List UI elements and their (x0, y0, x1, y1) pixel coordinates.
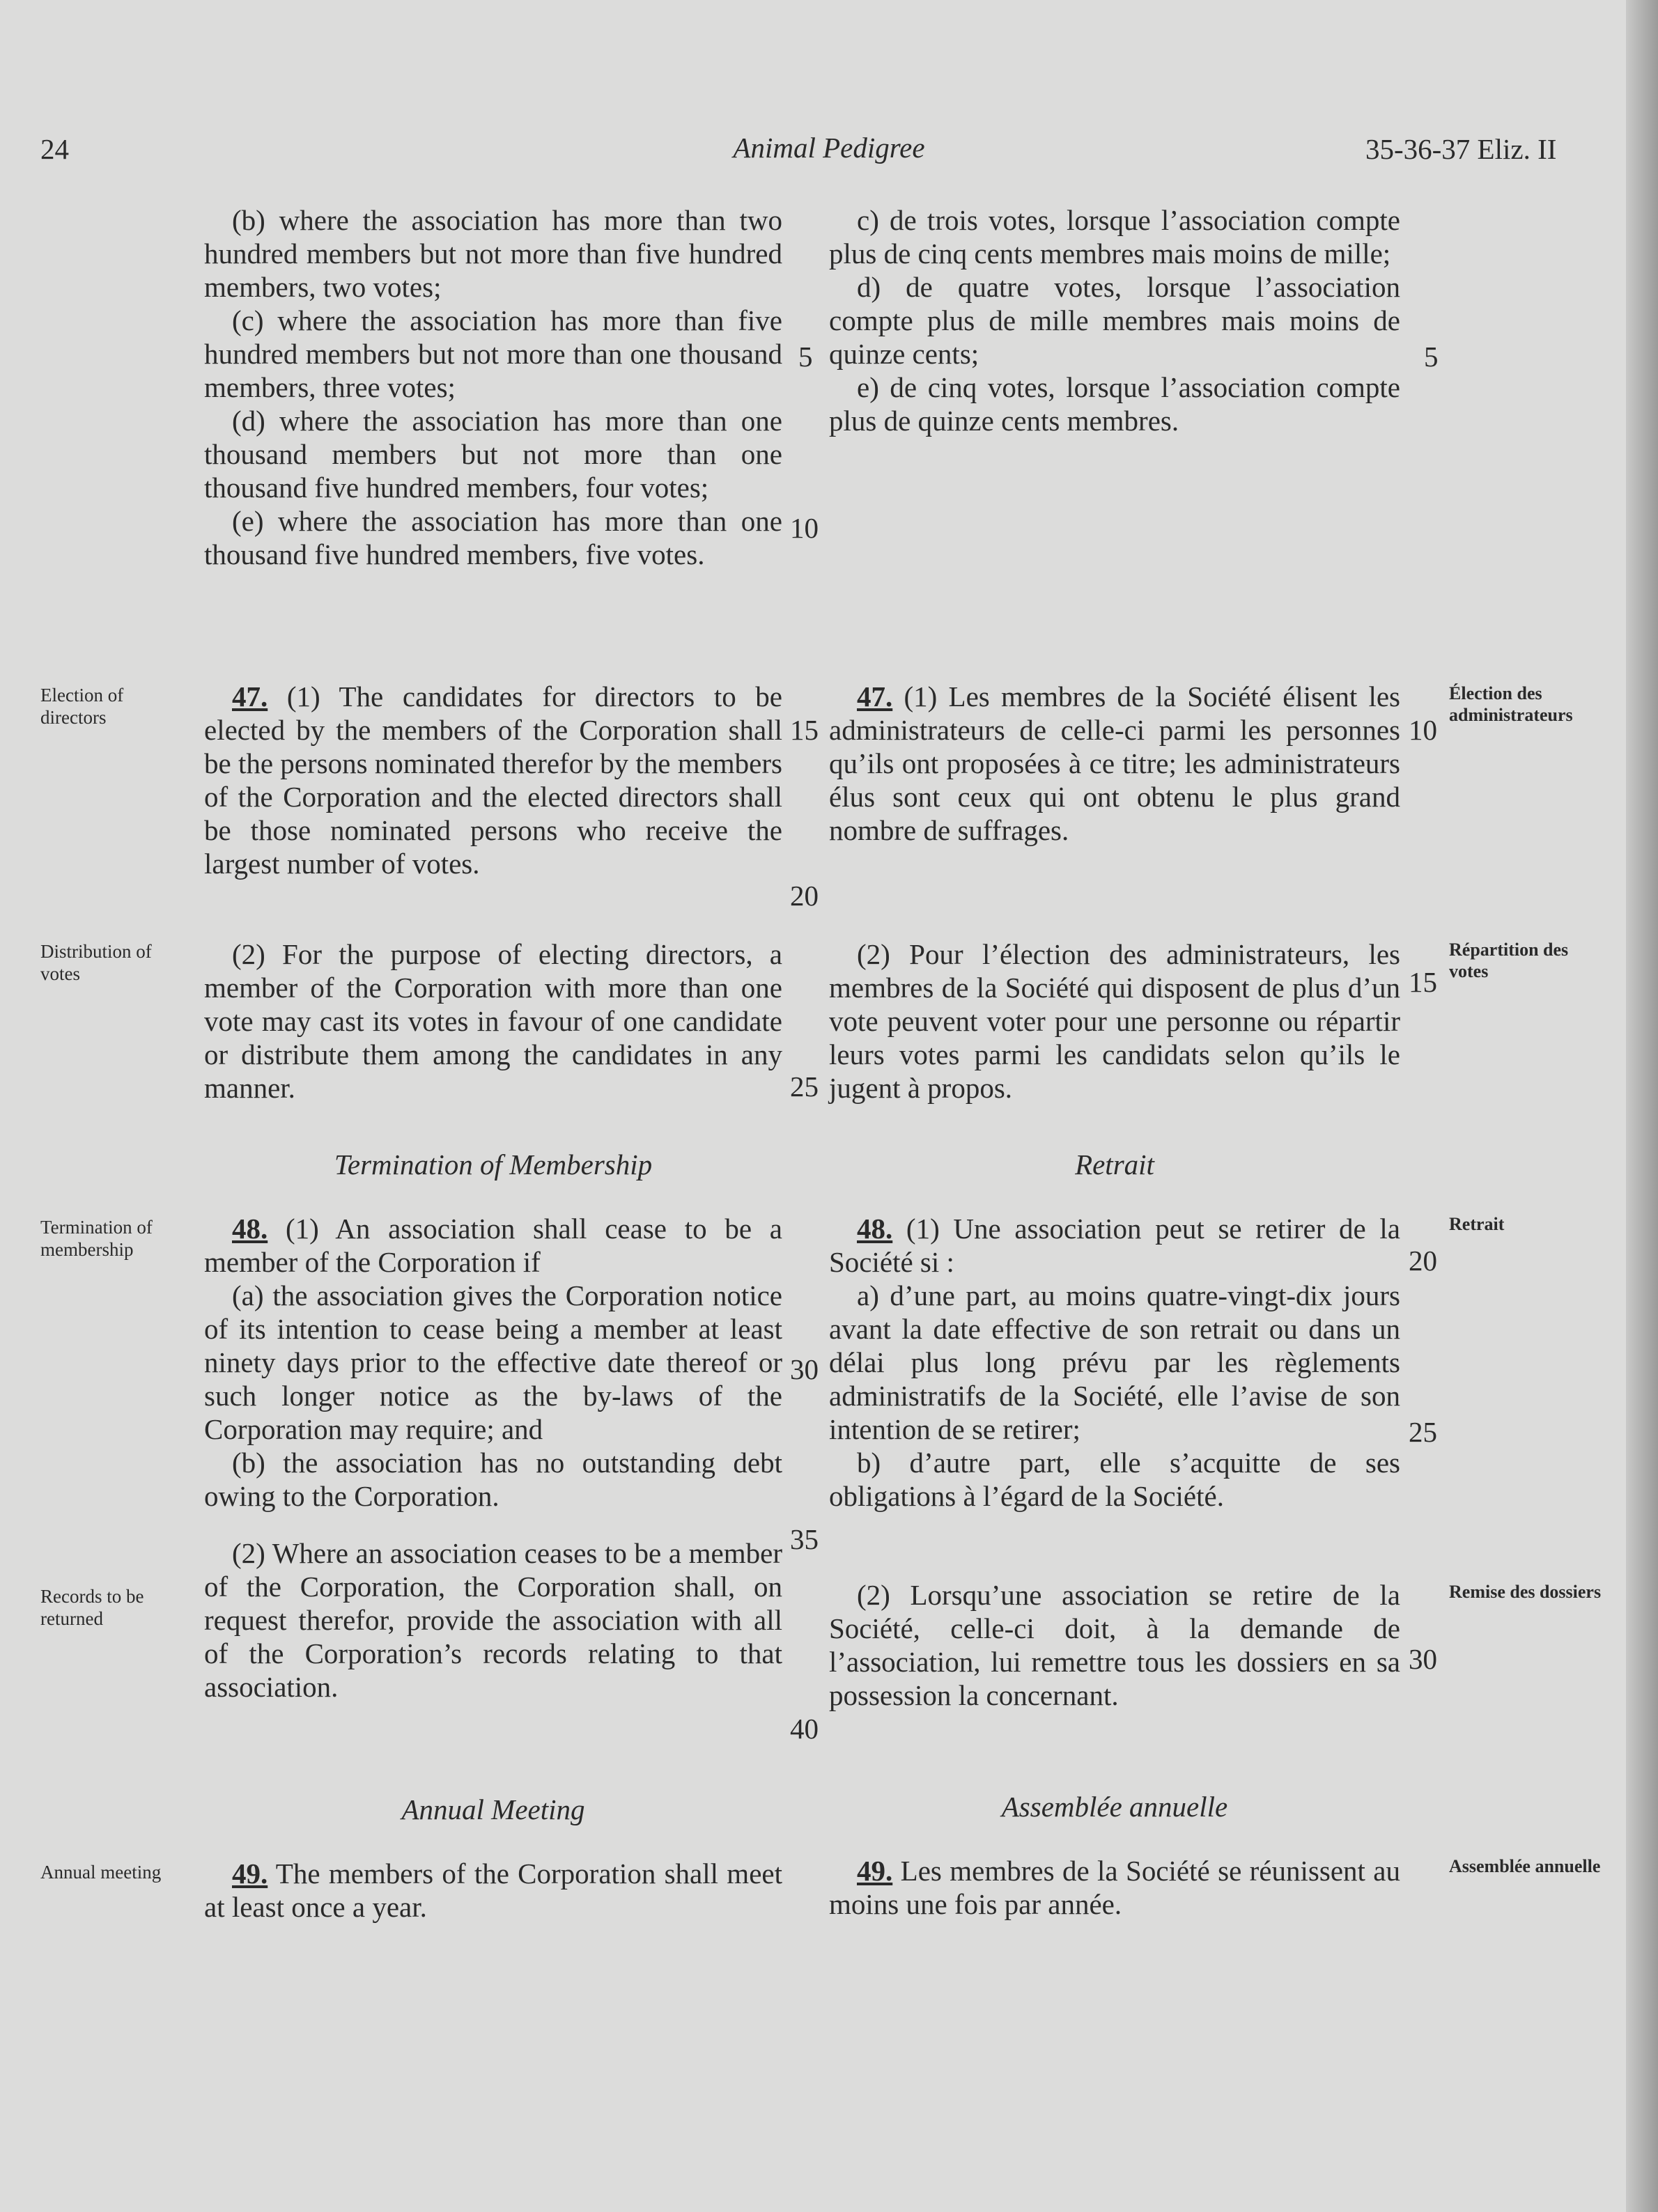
line-number: 10 (790, 512, 819, 544)
para-d-fr: d) de quatre votes, lorsque l’association compte plus de mille membres mais moins de quinze cents; (829, 271, 1400, 370)
line-number: 25 (1409, 1416, 1437, 1448)
para-d-en: (d) where the association has more than one thousand members but not more than one thousand five hundred members, four votes; (204, 405, 782, 504)
line-number: 40 (790, 1713, 819, 1745)
margin-note-repartition-fr: Répartition des votes (1449, 940, 1569, 981)
para-e-fr: e) de cinq votes, lorsque l’association compte plus de quinze cents membres. (829, 371, 1400, 437)
line-number: 15 (790, 714, 819, 746)
french-s47-2: (2) Pour l’élection des administrateurs, les membres de la Société qui disposent de plus d’un vote peuvent voter pour une personne ou répartir leurs votes parmi les candidats selon qu’ils le jugent à propos. (829, 938, 1400, 1104)
english-s47-1 (204, 680, 782, 880)
section-number: 49. (857, 1855, 893, 1887)
english-s47-2: (2) For the purpose of electing directors, a member of the Corporation with more than one vote may cast its votes in favour of one candidate or distribute them among the candidates in any manner. (204, 938, 782, 1104)
statute-reference: 35-36-37 Eliz. II (1365, 133, 1557, 165)
para-b-en: (b) the association has no outstanding debt owing to the Corporation. (204, 1447, 782, 1512)
line-number: 25 (790, 1070, 819, 1103)
para-a-en: (a) the association gives the Corporation notice of its intention to cease being a member at least ninety days prior to the effective date thereof or such longer notice as the by-laws of the Corporation may require; and (204, 1279, 782, 1445)
heading-termination-en: Termination of Membership (334, 1148, 653, 1181)
heading-annual-en: Annual Meeting (401, 1793, 585, 1825)
french-s48: 48. (1) Une association peut se retirer de la Société si : a) d’une part, au moins quatre-vingt-dix jours avant la date effective de son retrait ou dans un délai plus long prévu par les règlements administratifs de la Société, elle l’avise de son intention de se retirer; b) d’autre part, elle s’acquitte de ses obligations à l’égard de la Société. (829, 1213, 1401, 1512)
margin-note-remise-fr: Remise des dossiers (1449, 1582, 1602, 1602)
line-number: 15 (1409, 966, 1437, 998)
page-number: 24 (40, 133, 69, 165)
section-text: (1) The candidates for directors to be elected by the members of the Corporation shall be the persons nominated therefor by the members of the Corporation and the elected directors shall be those nominated persons who receive the largest number of votes. (204, 680, 782, 880)
section-number: 49. (232, 1857, 268, 1890)
section-number: 47. (232, 680, 268, 712)
margin-note-retrait-fr: Retrait (1449, 1214, 1505, 1234)
para-a-fr: a) d’une part, au moins quatre-vingt-dix jours avant la date effective de son retrait ou dans un délai plus long prévu par les règlements administratifs de la Société, elle l’avise de son intention de se retirer; (829, 1279, 1400, 1445)
line-number: 10 (1409, 714, 1437, 746)
para-b-fr: b) d’autre part, elle s’acquitte de ses obligations à l’égard de la Société. (829, 1447, 1400, 1512)
page-edge-shadow (1626, 0, 1658, 2212)
line-number: 20 (1409, 1245, 1437, 1277)
section-number: 47. (857, 680, 893, 712)
line-number: 30 (790, 1353, 819, 1385)
section-number: 48. (857, 1213, 893, 1245)
para-c-fr: c) de trois votes, lorsque l’association compte plus de cinq cents membres mais moins de mille; (829, 204, 1400, 270)
line-number: 30 (1409, 1643, 1437, 1675)
para-b-en: (b) where the association has more than two hundred members but not more than five hundred members, two votes; (204, 204, 782, 303)
margin-note-distribution-en: Distribution of votes (40, 941, 152, 984)
french-s49: 49. Les membres de la Société se réunissent au moins une fois par année. (829, 1855, 1401, 1920)
french-s48-2: (2) Lorsqu’une association se retire de la Société, celle-ci doit, à la demande de l’association, lui remettre tous les dossiers en sa possession la concernant. (829, 1579, 1400, 1711)
para-c-en: (c) where the association has more than five hundred members but not more than one thousand members, three votes; (204, 304, 782, 403)
margin-note-termination-en: Termination of membership (40, 1217, 153, 1260)
line-number: 20 (790, 880, 819, 912)
french-s46-continuation (829, 203, 1400, 437)
section-number: 48. (232, 1213, 268, 1245)
running-title: Animal Pedigree (733, 132, 925, 164)
english-s46-continuation (204, 203, 782, 571)
heading-retrait-fr: Retrait (1075, 1148, 1154, 1181)
margin-note-records-en: Records to be returned (40, 1586, 144, 1629)
english-s48: 48. (1) An association shall cease to be a member of the Corporation if (a) the association gives the Corporation notice of its intention to cease being a member at least ninety days prior to the effective date thereof or such longer notice as the by-laws of the Corporation may require; and (b) the association has no outstanding debt owing to the Corporation. (2) Where an association ceases to be a member of the Corporation, the Corporation shall, on request therefor, provide the association with all of the Corporation’s records relating to that association. (204, 1213, 782, 1703)
margin-note-election-fr: Élection des administrateurs (1449, 683, 1573, 725)
margin-note-election-en: Election of directors (40, 685, 124, 728)
section-text: (1) Les membres de la Société élisent les administrateurs de celle-ci parmi les personnes qu’ils ont proposées à ce titre; les administrateurs élus sont ceux qui ont obtenu le plus grand nombre de suffrages. (829, 680, 1401, 846)
french-s47-1 (829, 680, 1400, 847)
s48-2-en: (2) Where an association ceases to be a member of the Corporation, the Corporation shall, on request therefor, provide the association with all of the Corporation’s records relating to that association. (204, 1537, 782, 1703)
margin-note-annual-en: Annual meeting (40, 1862, 162, 1883)
para-e-en: (e) where the association has more than one thousand five hundred members, five votes. (204, 505, 782, 570)
line-number: 5 (1424, 341, 1439, 373)
margin-note-assemblee-fr: Assemblée annuelle (1449, 1856, 1601, 1876)
line-number: 5 (798, 341, 813, 373)
english-s49: 49. The members of the Corporation shall meet at least once a year. (204, 1857, 782, 1923)
heading-assemblee-fr: Assemblée annuelle (1001, 1791, 1228, 1823)
line-number: 35 (790, 1523, 819, 1555)
